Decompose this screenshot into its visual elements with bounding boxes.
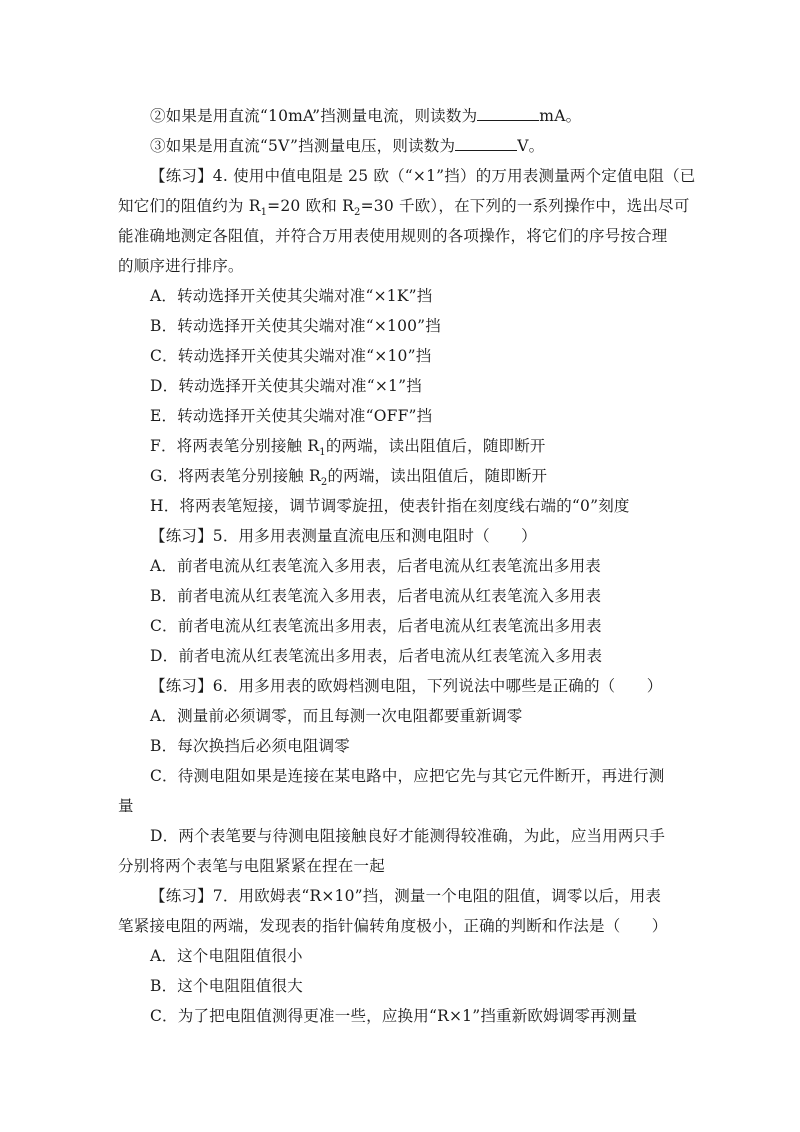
subscript: 1 (260, 207, 268, 219)
option-c: C．为了把电阻值测得更准一些，应换用“R×1”挡重新欧姆调零再测量 (150, 1007, 638, 1025)
question-3-part-3 (150, 136, 544, 156)
option-e: E．转动选择开关使其尖端对准“OFF”挡 (150, 407, 433, 425)
exercise-4-heading: 【练习】4. 使用中值电阻是 25 欧（“×1”挡）的万用表测量两个定值电阻（已 (150, 167, 696, 185)
text-run: mA。 (539, 107, 582, 125)
exercise-4-text: 的顺序进行排序。 (118, 257, 244, 275)
option-b: B．每次换挡后必须电阻调零 (150, 737, 350, 755)
subscript: 2 (320, 477, 328, 489)
answer-blank (455, 136, 517, 151)
option-d-continued: 分别将两个表笔与电阻紧紧在捏在一起 (118, 857, 385, 875)
option-b: B．这个电阻阻值很大 (150, 977, 303, 995)
option-b: B．前者电流从红表笔流入多用表，后者电流从红表笔流入多用表 (150, 587, 602, 605)
option-f (150, 436, 546, 459)
subscript: 2 (354, 207, 361, 219)
option-a: A．这个电阻阻值很小 (150, 947, 303, 965)
text-run: G．将两表笔分别接触 R (150, 467, 321, 485)
option-h: H．将两表笔短接，调节调零旋扭，使表针指在刻度线右端的“0”刻度 (150, 497, 630, 515)
exercise-6-heading: 【练习】6．用多用表的欧姆档测电阻，下列说法中哪些是正确的（ ） (150, 677, 663, 695)
option-d: D．两个表笔要与待测电阻接触良好才能测得较准确，为此，应当用两只手 (150, 827, 666, 845)
text-run: 的两端，读出阻值后，随即断开 (325, 437, 546, 455)
text-run: =20 欧和 R (267, 197, 355, 215)
option-a: A．转动选择开关使其尖端对准“×1K”挡 (150, 287, 433, 305)
text-run: ②如果是用直流“10mA”挡测量电流，则读数为 (150, 107, 478, 125)
option-c: C．前者电流从红表笔流出多用表，后者电流从红表笔流出多用表 (150, 617, 602, 635)
option-c-continued: 量 (118, 797, 134, 815)
text-run: V。 (517, 137, 545, 155)
text-run: 的两端，读出阻值后，随即断开 (327, 467, 548, 485)
answer-blank (477, 106, 539, 121)
exercise-5-heading: 【练习】5．用多用表测量直流电压和测电阻时（ ） (150, 527, 537, 545)
exercise-7-text: 笔紧接电阻的两端，发现表的指针偏转角度极小，正确的判断和作法是（ ） (118, 917, 668, 935)
text-run: ③如果是用直流“5V”挡测量电压，则读数为 (150, 137, 456, 155)
subscript: 1 (319, 447, 326, 459)
option-c: C．转动选择开关使其尖端对准“×10”挡 (150, 347, 432, 365)
text-run: =30 千欧），在下列的一系列操作中，选出尽可 (360, 197, 690, 215)
option-b: B．转动选择开关使其尖端对准“×100”挡 (150, 317, 442, 335)
exercise-4-text (118, 196, 690, 219)
option-a: A．测量前必须调零，而且每测一次电阻都要重新调零 (150, 707, 523, 725)
exercise-7-heading: 【练习】7．用欧姆表“R×10”挡，测量一个电阻的阻值，调零以后，用表 (150, 887, 662, 905)
option-g (150, 466, 548, 489)
option-d: D．转动选择开关使其尖端对准“×1”挡 (150, 377, 422, 395)
option-c: C．待测电阻如果是连接在某电路中，应把它先与其它元件断开，再进行测 (150, 767, 665, 785)
text-run: 知它们的阻值约为 R (118, 197, 261, 215)
text-run: F．将两表笔分别接触 R (150, 437, 320, 455)
option-a: A．前者电流从红表笔流入多用表，后者电流从红表笔流出多用表 (150, 557, 601, 575)
question-3-part-2 (150, 106, 581, 126)
option-d: D．前者电流从红表笔流出多用表，后者电流从红表笔流入多用表 (150, 647, 603, 665)
exercise-4-text: 能准确地测定各阻值，并符合万用表使用规则的各项操作，将它们的序号按合理 (118, 227, 668, 245)
